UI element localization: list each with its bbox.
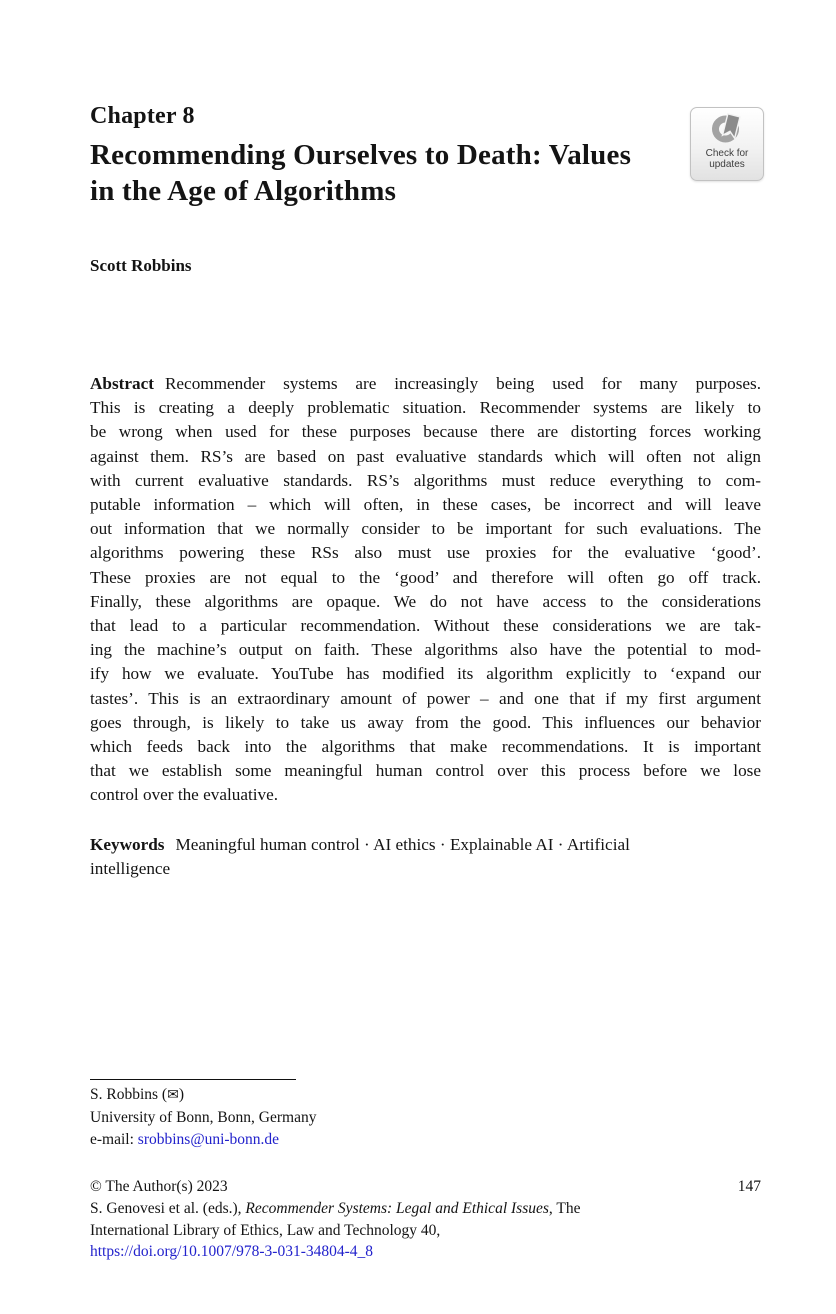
keywords-line2: intelligence <box>90 859 171 879</box>
abstract-line: which feeds back into the algorithms that make recommendations. It is important <box>90 737 761 757</box>
abstract-line: that we establish some meaningful human control over this process before we lose <box>90 761 761 781</box>
chapter-title-line2: in the Age of Algorithms <box>90 175 397 207</box>
keywords-line1-text: Meaningful human control · AI ethics · Explainable AI · Artificial <box>175 835 630 854</box>
abstract-label: Abstract <box>90 374 154 393</box>
abstract-line: These proxies are not equal to the ‘good’ and therefore will often go off track. <box>90 567 761 587</box>
keywords-section <box>90 833 761 881</box>
imprint-copyright-row <box>90 1176 761 1198</box>
footnote-author-pre: S. Robbins ( <box>90 1086 168 1103</box>
abstract-line: be wrong when used for these purposes because there are distorting forces working <box>90 422 761 442</box>
email-link[interactable]: srobbins@uni-bonn.de <box>137 1130 280 1148</box>
chapter-title-line1: Recommending Ourselves to Death: Values <box>90 139 632 171</box>
abstract-line: putable information – which will often, in these cases, be incorrect and will leave <box>90 495 761 515</box>
abstract-line: out information that we normally consider to be important for such evaluations. The <box>90 519 761 539</box>
abstract-line: algorithms powering these RSs also must use proxies for the evaluative ‘good’. <box>90 543 761 563</box>
envelope-icon: ✉ <box>167 1088 179 1103</box>
footnote-affiliation: University of Bonn, Bonn, Germany <box>90 1108 317 1126</box>
footnote-section <box>90 1084 761 1150</box>
doi-line <box>90 1241 761 1263</box>
footnote-email-line <box>90 1129 761 1151</box>
abstract-line: goes through, is likely to take us away from the good. This influences our behavior <box>90 712 761 732</box>
abstract-line: Finally, these algorithms are opaque. We do not have access to the considerations <box>90 591 761 611</box>
abstract-line: ify how we evaluate. YouTube has modified its algorithm explicitly to ‘expand our <box>90 664 761 684</box>
abstract-line: ing the machine’s output on faith. These algorithms also have the potential to mod- <box>90 640 761 660</box>
email-label: e-mail: <box>90 1130 138 1148</box>
check-for-updates-badge[interactable] <box>690 107 764 181</box>
footnote-author-post: ) <box>178 1086 184 1103</box>
abstract-body <box>90 396 761 807</box>
badge-label-line1: Check for <box>705 148 749 159</box>
keywords-label: Keywords <box>90 835 165 854</box>
abstract-line: This is creating a deeply problematic situation. Recommender systems are likely to <box>90 398 761 418</box>
abstract-line: tastes’. This is an extraordinary amount of power – and one that if my first argument <box>90 688 761 708</box>
citation-post: , The <box>548 1199 581 1217</box>
imprint-section <box>90 1176 761 1263</box>
author-name: Scott Robbins <box>90 256 192 275</box>
citation-book-title: Recommender Systems: Legal and Ethical Issues <box>245 1199 549 1217</box>
check-for-updates-label <box>706 148 749 170</box>
chapter-title <box>90 137 702 209</box>
keywords-line1 <box>90 833 761 857</box>
doi-link[interactable]: https://doi.org/10.1007/978-3-031-34804-4_8 <box>90 1243 374 1261</box>
abstract-first-line-text: Recommender systems are increasingly being used for many purposes. <box>164 374 761 393</box>
crossmark-bookmark-icon <box>709 112 745 148</box>
citation-pre: S. Genovesi et al. (eds.), <box>90 1199 246 1217</box>
abstract-section <box>90 372 761 808</box>
page-number: 147 <box>737 1178 761 1195</box>
imprint-citation-line <box>90 1198 761 1220</box>
abstract-line: that lead to a particular recommendation. Without these considerations we are tak- <box>90 616 761 636</box>
abstract-first-line <box>90 372 761 396</box>
abstract-line: against them. RS’s are based on past evaluative standards which will often not align <box>90 446 761 466</box>
footnote-divider <box>90 1079 296 1080</box>
imprint-series-line: International Library of Ethics, Law and Technology 40, <box>90 1221 441 1239</box>
footnote-author-line <box>90 1084 761 1107</box>
abstract-line: with current evaluative standards. RS’s algorithms must reduce everything to com- <box>90 470 761 490</box>
copyright-text: © The Author(s) 2023 <box>90 1178 228 1195</box>
abstract-line: control over the evaluative. <box>90 785 279 805</box>
badge-label-line2: updates <box>709 159 745 170</box>
chapter-label: Chapter 8 <box>90 103 195 129</box>
